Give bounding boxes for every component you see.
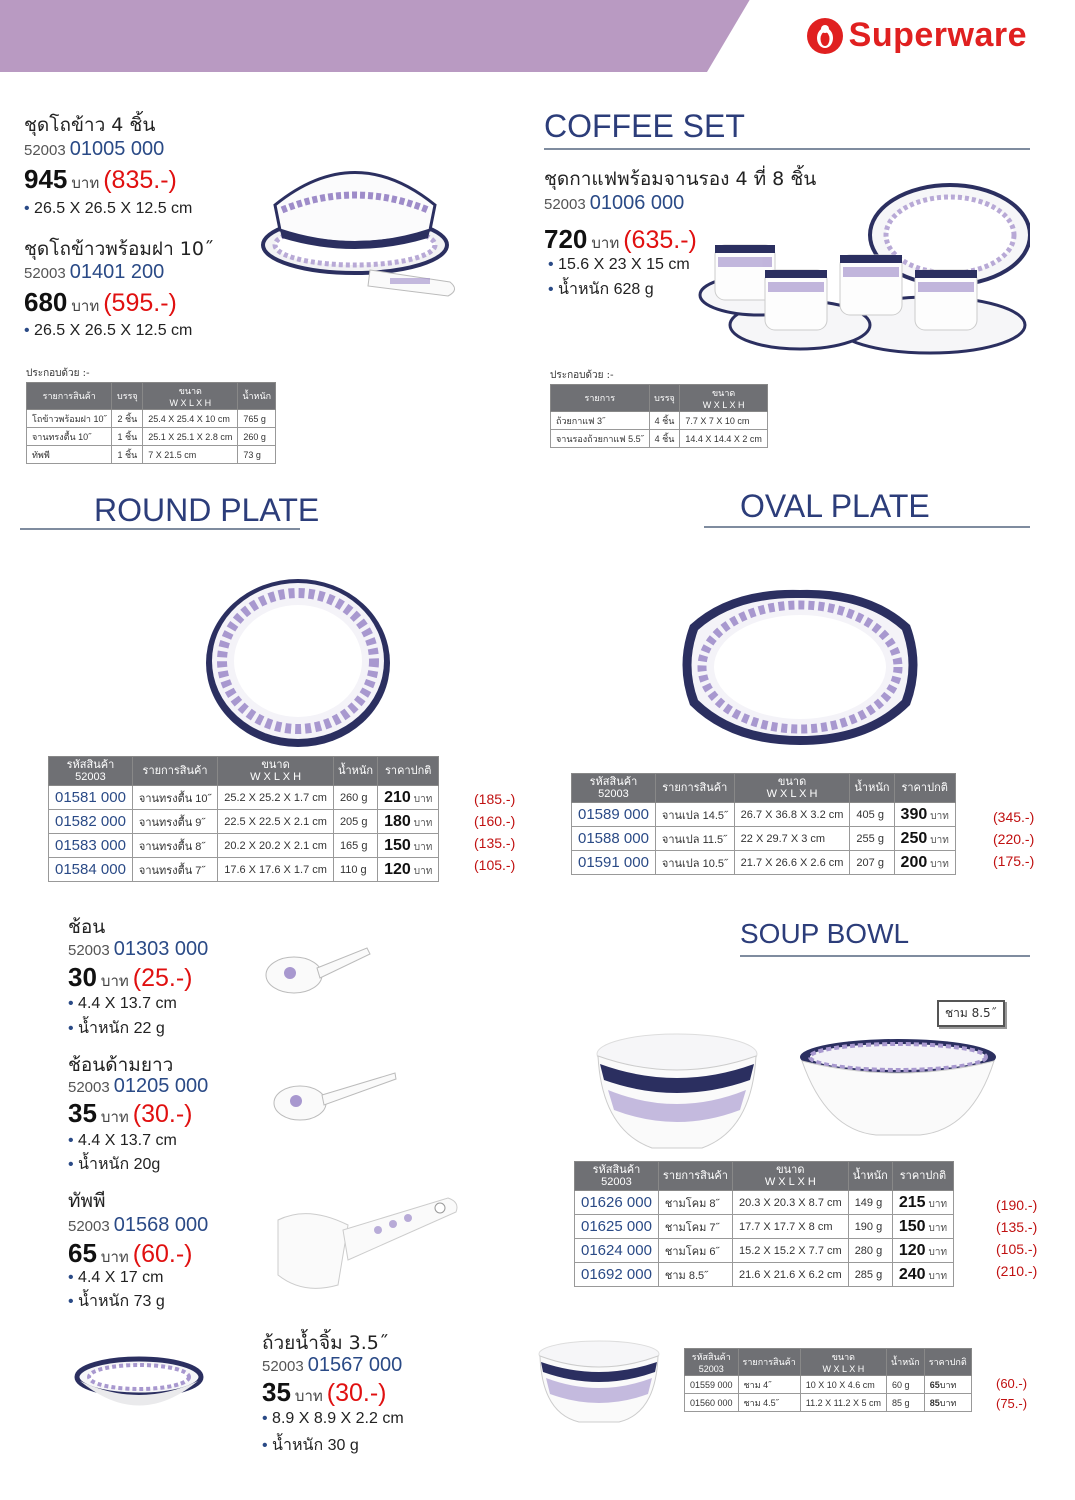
table-row — [685, 1376, 972, 1394]
product-code: 52003 01006 000 — [544, 192, 685, 214]
table-header-cell: รายการสินค้า — [738, 1349, 800, 1376]
table-cell: จานทรงตื้น 10˝ — [27, 428, 112, 446]
product-name-cell: ชามโคม 6˝ — [658, 1239, 732, 1263]
product-code-cell: 01583 000 — [49, 834, 133, 858]
product-code-cell: 01559 000 — [685, 1376, 739, 1394]
promo-price: (135.-) — [996, 1219, 1038, 1235]
product-name: ชุดกาแฟพร้อมจานรอง 4 ที่ 8 ชิ้น — [544, 168, 817, 190]
price-value: 200 — [900, 853, 928, 871]
price-value: 240 — [898, 1265, 926, 1283]
table-cell: 260 g — [238, 428, 276, 446]
product-weight-cell: 285 g — [848, 1263, 892, 1287]
table-header-cell: ขนาด W X L X H — [732, 1162, 848, 1191]
table-cell: 7 X 21.5 cm — [143, 446, 238, 464]
coffee-set-image — [690, 175, 1030, 365]
soup-bowl-image — [592, 1030, 762, 1160]
price-unit: บาท — [930, 810, 949, 822]
price-value: 65 — [929, 1379, 940, 1390]
price-value: 215 — [898, 1193, 926, 1211]
product-name: ทัพพี — [68, 1190, 106, 1212]
table-cell: 4 ชิ้น — [649, 430, 680, 448]
bowl-8-5-image — [796, 1035, 1001, 1140]
product-name: ช้อน — [68, 916, 106, 938]
table-header-cell: รายการสินค้า — [655, 774, 734, 803]
product-size-cell: 21.7 X 26.6 X 2.6 cm — [734, 851, 850, 875]
table-row — [551, 430, 768, 448]
price-unit: บาท — [413, 841, 433, 853]
table-header-cell: ราคาปกติ — [892, 1162, 953, 1191]
product-price-cell — [378, 810, 439, 834]
product-size-cell: 15.2 X 15.2 X 7.7 cm — [732, 1239, 848, 1263]
section-title-round-plate: ROUND PLATE — [94, 492, 320, 528]
product-price-cell — [378, 786, 439, 810]
table-row — [575, 1239, 954, 1263]
brand-logo — [807, 16, 1027, 55]
product-price-cell — [378, 858, 439, 882]
price-unit: บาท — [928, 1222, 948, 1234]
product-price-cell — [894, 803, 955, 827]
price-value: 250 — [900, 829, 928, 847]
price-unit: บาท — [930, 858, 949, 870]
table-header-cell: ราคาปกติ — [894, 774, 955, 803]
product-size: • 4.4 X 13.7 cm — [68, 1132, 177, 1150]
table-row — [575, 1215, 954, 1239]
round-plate-table — [48, 756, 439, 882]
product-weight-cell: 255 g — [850, 827, 894, 851]
long-spoon-image — [270, 1065, 400, 1125]
product-name-cell: จานเปล 10.5˝ — [655, 851, 734, 875]
product-code-cell: 01692 000 — [575, 1263, 659, 1287]
section-divider — [704, 526, 1030, 528]
product-size-cell: 26.7 X 36.8 X 3.2 cm — [734, 803, 850, 827]
spoon-image — [262, 940, 372, 1000]
table-cell: จานรองถ้วยกาแฟ 5.5˝ — [551, 430, 650, 448]
product-code-cell: 01625 000 — [575, 1215, 659, 1239]
product-weight: • น้ำหนัก 20g — [68, 1152, 160, 1177]
section-divider — [20, 528, 300, 530]
table-header-cell: รหัสสินค้า 52003 — [49, 757, 133, 786]
price-unit: บาท — [939, 1379, 957, 1390]
product-weight-cell: 280 g — [848, 1239, 892, 1263]
product-name-cell: จานทรงตื้น 9˝ — [132, 810, 217, 834]
table-cell: 7.7 X 7 X 10 cm — [680, 412, 768, 430]
product-code: 52003 01567 000 — [262, 1354, 403, 1376]
table-header-cell: รายการ — [551, 385, 650, 412]
product-weight-cell: 260 g — [333, 786, 377, 810]
table-cell: 2 ชิ้น — [112, 410, 143, 428]
section-title-coffee: COFFEE SET — [544, 108, 745, 144]
product-price-cell — [924, 1376, 971, 1394]
product-name-cell: ชามโคม 7˝ — [658, 1215, 732, 1239]
product-name-cell: ชาม 4.5˝ — [738, 1394, 800, 1412]
table-cell: 14.4 X 14.4 X 2 cm — [680, 430, 768, 448]
price-value: 150 — [384, 836, 411, 854]
table-row — [685, 1394, 972, 1412]
product-code-cell: 01582 000 — [49, 810, 133, 834]
table-row — [27, 410, 276, 428]
soup-bowl-promo-prices — [996, 1194, 1037, 1282]
table-row — [575, 1191, 954, 1215]
oval-plate-promo-prices — [993, 806, 1034, 872]
product-price-cell — [378, 834, 439, 858]
table-cell: ถ้วยกาแฟ 3˝ — [551, 412, 650, 430]
promo-price: (75.-) — [996, 1396, 1028, 1411]
contents-caption: ประกอบด้วย :- — [26, 368, 90, 379]
product-name-cell: จานเปล 14.5˝ — [655, 803, 734, 827]
price-unit: บาท — [413, 817, 433, 829]
price-unit: บาท — [413, 793, 433, 805]
product-name-cell: จานเปล 11.5˝ — [655, 827, 734, 851]
promo-price: (135.-) — [474, 835, 516, 851]
table-cell: 25.1 X 25.1 X 2.8 cm — [143, 428, 238, 446]
price-unit: บาท — [928, 1198, 948, 1210]
product-name-cell: จานทรงตื้น 10˝ — [132, 786, 217, 810]
product-weight-cell: 190 g — [848, 1215, 892, 1239]
table-header-cell: น้ำหนัก — [238, 383, 276, 410]
product-price: 65 บาท (60.-) — [68, 1238, 193, 1268]
table-row — [49, 810, 439, 834]
product-price: 945 บาท (835.-) — [24, 164, 177, 194]
table-row — [572, 803, 956, 827]
product-weight-cell: 207 g — [850, 851, 894, 875]
product-weight-cell: 149 g — [848, 1191, 892, 1215]
product-size-cell: 22 X 29.7 X 3 cm — [734, 827, 850, 851]
table-header-cell: ขนาด W X L X H — [800, 1349, 886, 1376]
product-size-cell: 10 X 10 X 4.6 cm — [800, 1376, 886, 1394]
product-price-cell — [892, 1215, 953, 1239]
promo-price: (60.-) — [996, 1376, 1028, 1391]
product-name: ถ้วยน้ำจิ้ม 3.5˝ — [262, 1332, 389, 1354]
product-size-cell: 17.6 X 17.6 X 1.7 cm — [218, 858, 334, 882]
price-value: 85 — [929, 1397, 940, 1408]
table-header-cell: ราคาปกติ — [378, 757, 439, 786]
small-bowl-image — [534, 1338, 664, 1428]
section-divider — [544, 148, 1030, 150]
product-size: • 8.9 X 8.9 X 2.2 cm — [262, 1410, 404, 1428]
product-size-cell: 20.3 X 20.3 X 8.7 cm — [732, 1191, 848, 1215]
table-cell: โถข้าวพร้อมฝา 10˝ — [27, 410, 112, 428]
product-weight: • น้ำหนัก 628 g — [548, 277, 654, 302]
product-code-cell: 01626 000 — [575, 1191, 659, 1215]
rice-set-contents-table — [26, 382, 276, 464]
product-code-cell: 01624 000 — [575, 1239, 659, 1263]
section-divider — [740, 955, 1030, 957]
table-cell: 1 ชิ้น — [112, 446, 143, 464]
table-header-cell: รายการสินค้า — [658, 1162, 732, 1191]
price-value: 150 — [898, 1217, 926, 1235]
product-price-cell — [894, 851, 955, 875]
product-size-cell: 21.6 X 21.6 X 6.2 cm — [732, 1263, 848, 1287]
product-weight-cell: 205 g — [333, 810, 377, 834]
product-price: 720 บาท (635.-) — [544, 224, 697, 254]
product-price-cell — [924, 1394, 971, 1412]
price-unit: บาท — [928, 1270, 948, 1282]
price-value: 390 — [900, 805, 928, 823]
product-name: ชุดโถข้าว 4 ชิ้น — [24, 114, 156, 136]
table-header-cell: ขนาด W X L X H — [680, 385, 768, 412]
product-size: • 26.5 X 26.5 X 12.5 cm — [24, 322, 192, 340]
table-row — [49, 786, 439, 810]
oval-plate-table — [571, 773, 956, 875]
product-size-cell: 17.7 X 17.7 X 8 cm — [732, 1215, 848, 1239]
table-cell: 1 ชิ้น — [112, 428, 143, 446]
price-value: 120 — [384, 860, 411, 878]
product-code: 52003 01005 000 — [24, 138, 165, 160]
product-price-cell — [892, 1191, 953, 1215]
promo-price: (220.-) — [993, 831, 1035, 847]
promo-price: (160.-) — [474, 813, 516, 829]
bowl-size-badge: ชาม 8.5˝ — [937, 1000, 1005, 1027]
product-weight-cell: 85 g — [886, 1394, 924, 1412]
section-title-oval-plate: OVAL PLATE — [740, 488, 930, 524]
penguin-icon — [807, 18, 843, 54]
product-code-cell: 01589 000 — [572, 803, 656, 827]
table-header-cell: น้ำหนัก — [886, 1349, 924, 1376]
product-price-cell — [892, 1239, 953, 1263]
table-cell: 25.4 X 25.4 X 10 cm — [143, 410, 238, 428]
product-code: 52003 01205 000 — [68, 1075, 209, 1097]
product-name-cell: ชามโคม 8˝ — [658, 1191, 732, 1215]
table-header-cell: รายการสินค้า — [27, 383, 112, 410]
price-unit: บาท — [413, 865, 433, 877]
product-price: 30 บาท (25.-) — [68, 962, 193, 992]
table-header-cell: บรรจุ — [649, 385, 680, 412]
promo-price: (185.-) — [474, 791, 516, 807]
product-size: • 4.4 X 17 cm — [68, 1269, 163, 1287]
table-header-cell: น้ำหนัก — [333, 757, 377, 786]
price-value: 180 — [384, 812, 411, 830]
promo-price: (175.-) — [993, 853, 1035, 869]
product-name-cell: ชาม 4˝ — [738, 1376, 800, 1394]
product-weight-cell: 60 g — [886, 1376, 924, 1394]
product-weight: • น้ำหนัก 73 g — [68, 1289, 165, 1314]
table-cell: 4 ชิ้น — [649, 412, 680, 430]
product-code: 52003 01401 200 — [24, 261, 165, 283]
product-name-cell: ชาม 8.5˝ — [658, 1263, 732, 1287]
rice-paddle-image — [268, 1190, 468, 1300]
price-value: 120 — [898, 1241, 926, 1259]
price-value: 210 — [384, 788, 411, 806]
table-header-cell: รหัสสินค้า 52003 — [572, 774, 656, 803]
round-plate-promo-prices — [474, 788, 515, 876]
product-price-cell — [894, 827, 955, 851]
product-code-cell: 01588 000 — [572, 827, 656, 851]
product-weight-cell: 405 g — [850, 803, 894, 827]
rice-bowl-set-image — [250, 150, 470, 310]
contents-caption: ประกอบด้วย :- — [550, 370, 614, 381]
product-weight: • น้ำหนัก 22 g — [68, 1016, 165, 1041]
table-cell: ทัพพี — [27, 446, 112, 464]
sauce-cup-image — [72, 1355, 207, 1425]
table-row — [572, 851, 956, 875]
product-code-cell: 01584 000 — [49, 858, 133, 882]
promo-price: (105.-) — [474, 857, 516, 873]
product-size-cell: 25.2 X 25.2 X 1.7 cm — [218, 786, 334, 810]
table-header-cell: บรรจุ — [112, 383, 143, 410]
table-row — [49, 858, 439, 882]
table-cell: 765 g — [238, 410, 276, 428]
product-size: • 4.4 X 13.7 cm — [68, 995, 177, 1013]
table-row — [49, 834, 439, 858]
table-header-cell: ขนาด W X L X H — [218, 757, 334, 786]
product-size-cell: 11.2 X 11.2 X 5 cm — [800, 1394, 886, 1412]
table-cell: 73 g — [238, 446, 276, 464]
product-price: 35 บาท (30.-) — [68, 1098, 193, 1128]
brand-name: Superware — [848, 16, 1027, 54]
table-row — [572, 827, 956, 851]
product-size-cell: 20.2 X 20.2 X 2.1 cm — [218, 834, 334, 858]
soup-bowl-table — [574, 1161, 954, 1287]
small-bowl-promo-prices — [996, 1374, 1027, 1414]
promo-price: (210.-) — [996, 1263, 1038, 1279]
product-price-cell — [892, 1263, 953, 1287]
product-size: • 15.6 X 23 X 15 cm — [548, 256, 690, 274]
promo-price: (105.-) — [996, 1241, 1038, 1257]
product-code-cell: 01591 000 — [572, 851, 656, 875]
product-name-cell: จานทรงตื้น 8˝ — [132, 834, 217, 858]
product-code-cell: 01560 000 — [685, 1394, 739, 1412]
oval-plate-image — [670, 580, 930, 755]
coffee-set-contents-table — [550, 384, 768, 448]
table-row — [27, 428, 276, 446]
product-size-cell: 22.5 X 22.5 X 2.1 cm — [218, 810, 334, 834]
table-row — [575, 1263, 954, 1287]
table-row — [551, 412, 768, 430]
table-header-cell: รายการสินค้า — [132, 757, 217, 786]
promo-price: (345.-) — [993, 809, 1035, 825]
small-bowl-table — [684, 1348, 972, 1412]
table-row — [27, 446, 276, 464]
product-code: 52003 01303 000 — [68, 938, 209, 960]
table-header-cell: น้ำหนัก — [848, 1162, 892, 1191]
product-size: • 26.5 X 26.5 X 12.5 cm — [24, 200, 192, 218]
product-weight: • น้ำหนัก 30 g — [262, 1433, 359, 1458]
table-header-cell: รหัสสินค้า 52003 — [685, 1349, 739, 1376]
product-weight-cell: 110 g — [333, 858, 377, 882]
product-name: ช้อนด้ามยาว — [68, 1054, 174, 1076]
table-header-cell: น้ำหนัก — [850, 774, 894, 803]
product-price: 680 บาท (595.-) — [24, 287, 177, 317]
table-header-cell: รหัสสินค้า 52003 — [575, 1162, 659, 1191]
price-unit: บาท — [930, 834, 949, 846]
promo-price: (190.-) — [996, 1197, 1038, 1213]
table-header-cell: ราคาปกติ — [924, 1349, 971, 1376]
table-header-cell: ขนาด W X L X H — [143, 383, 238, 410]
table-header-cell: ขนาด W X L X H — [734, 774, 850, 803]
price-unit: บาท — [928, 1246, 948, 1258]
product-code-cell: 01581 000 — [49, 786, 133, 810]
price-unit: บาท — [939, 1397, 957, 1408]
product-code: 52003 01568 000 — [68, 1214, 209, 1236]
product-weight-cell: 165 g — [333, 834, 377, 858]
product-name: ชุดโถข้าวพร้อมฝา 10˝ — [24, 238, 214, 260]
product-price: 35 บาท (30.-) — [262, 1377, 387, 1407]
section-title-soup-bowl: SOUP BOWL — [740, 918, 910, 949]
product-name-cell: จานทรงตื้น 7˝ — [132, 858, 217, 882]
round-plate-image — [198, 575, 398, 750]
